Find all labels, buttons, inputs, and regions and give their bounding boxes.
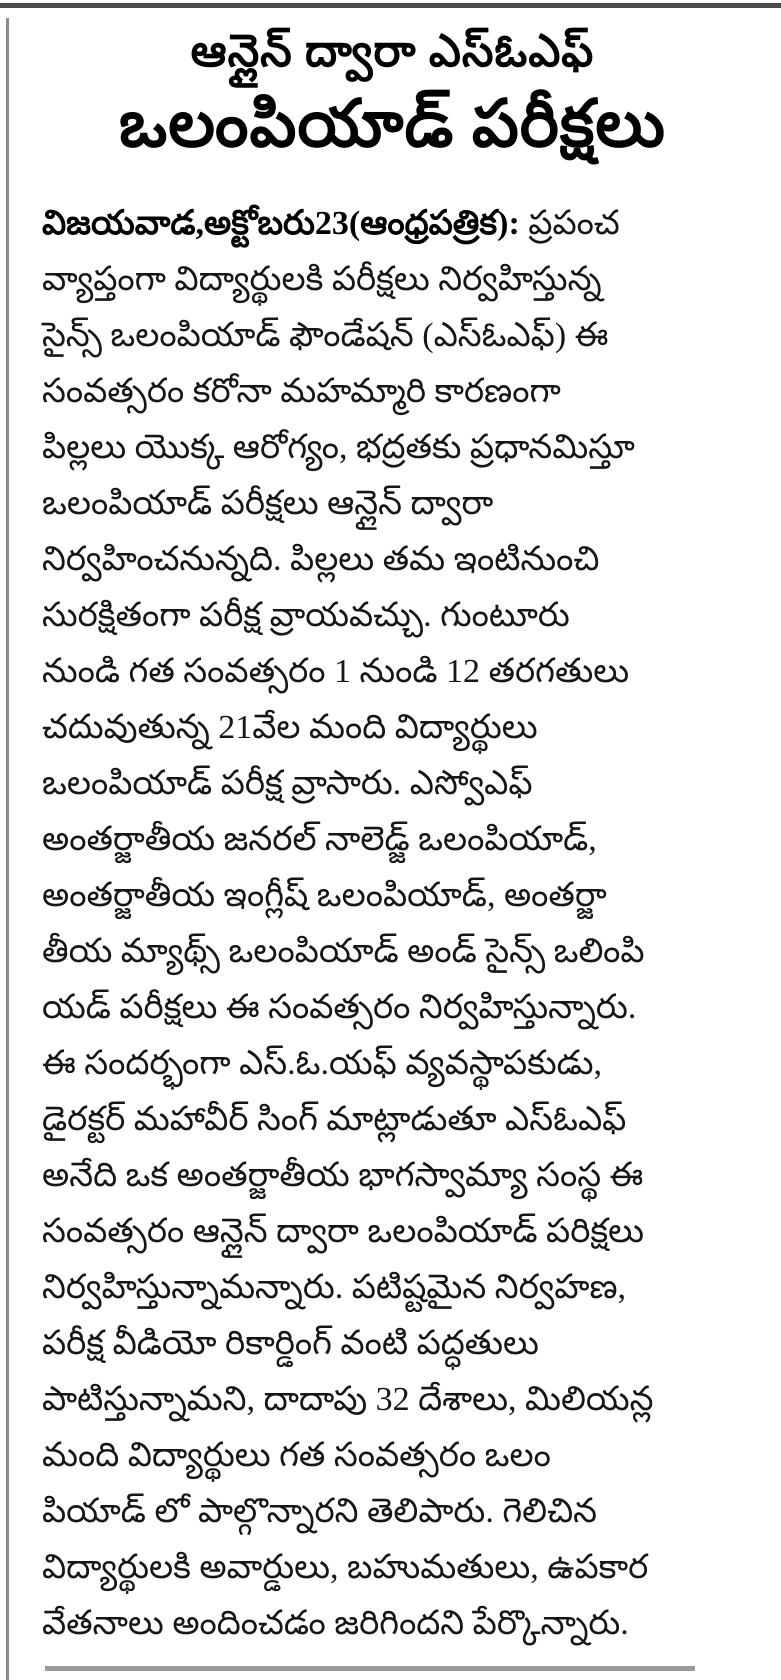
headline-block bbox=[40, 22, 745, 162]
article-line: విద్యార్థులకి అవార్డులు, బహుమతులు, ఉపకార bbox=[42, 1549, 649, 1586]
bottom-divider bbox=[45, 1666, 695, 1671]
article-line: నుండి గత సంవత్సరం 1 నుండి 12 తరగతులు bbox=[42, 653, 630, 690]
dateline: విజయవాడ,అక్టోబరు23(ఆంధ్రపత్రిక): bbox=[42, 205, 520, 242]
article-line: చదువుతున్న 21వేల మంది విద్యార్థులు bbox=[42, 709, 538, 746]
article-line: సురక్షితంగా పరీక్ష వ్రాయవచ్చు. గుంటూరు bbox=[42, 597, 570, 634]
article-line: పాటిస్తున్నామని, దాదాపు 32 దేశాలు, మిలియన్ల bbox=[42, 1381, 654, 1418]
article-line: అనేది ఒక అంతర్జాతీయ భాగస్వామ్యా సంస్థ ఈ bbox=[42, 1157, 644, 1194]
article-line: పరీక్ష వీడియో రికార్డింగ్ వంటి పద్ధతులు bbox=[42, 1325, 539, 1362]
article-line: డైరక్టర్ మహావీర్ సింగ్ మాట్లాడుతూ ఎస్ఓఎఫ్ bbox=[42, 1101, 627, 1138]
article-line: ఒలంపియాడ్ పరీక్ష వ్రాసారు. ఎస్వోఎఫ్ bbox=[42, 765, 533, 802]
top-divider bbox=[0, 3, 781, 8]
article-line: సంవత్సరం ఆన్లైన్ ద్వారా ఒలంపియాడ్ పరిక్షలు bbox=[42, 1213, 645, 1250]
article-line: పిల్లలు యొక్క ఆరోగ్యం, భద్రతకు ప్రధానమిస్తూ bbox=[42, 429, 635, 466]
article-line: యడ్ పరీక్షలు ఈ సంవత్సరం నిర్వహిస్తున్నారు. bbox=[42, 989, 637, 1026]
article-line: అంతర్జాతీయ జనరల్ నాలెడ్జ్ ఒలంపియాడ్, bbox=[42, 821, 597, 858]
article-line: నిర్వహిస్తున్నామన్నారు. పటిష్టమైన నిర్వహణ, bbox=[42, 1269, 627, 1306]
article-line: ఈ సందర్భంగా ఎస్.ఓ.యఫ్ వ్యవస్థాపకుడు, bbox=[42, 1045, 603, 1082]
article-body bbox=[42, 196, 742, 1652]
article-line: వేతనాలు అందించడం జరిగిందని పేర్కొన్నారు. bbox=[42, 1605, 629, 1642]
article-line: వ్యాప్తంగా విద్యార్థులకి పరీక్షలు నిర్వహిస్తున్న bbox=[42, 261, 602, 298]
article-line: సైన్స్ ఒలంపియాడ్ ఫౌండేషన్ (ఎస్ఓఎఫ్) ఈ bbox=[42, 317, 609, 354]
article-line: ఒలంపియాడ్ పరీక్షలు ఆన్లైన్ ద్వారా bbox=[42, 485, 494, 522]
article-line: తీయ మ్యాథ్స్ ఒలంపియాడ్ అండ్ సైన్స్ ఒలింపి bbox=[42, 933, 645, 970]
article-line: మంది విద్యార్థులు గత సంవత్సరం ఒలం bbox=[42, 1437, 551, 1474]
dateline-rest: ప్రపంచ bbox=[528, 205, 620, 242]
headline-kicker: ఆన్లైన్ ద్వారా ఎస్ఓఎఫ్ bbox=[190, 26, 595, 76]
article-line: అంతర్జాతీయ ఇంగ్లీష్ ఒలంపియాడ్, అంతర్జా bbox=[42, 877, 607, 914]
article-line: సంవత్సరం కరోనా మహమ్మారి కారణంగా bbox=[42, 373, 561, 410]
article-line: పియాడ్ లో పాల్గొన్నారని తెలిపారు. గెలిచిన bbox=[42, 1493, 597, 1530]
left-column-divider bbox=[6, 18, 9, 1680]
headline-main: ఒలంపియాడ్ పరీక్షలు bbox=[119, 87, 666, 161]
dateline-row bbox=[42, 196, 742, 252]
article-line: నిర్వహించనున్నది. పిల్లలు తమ ఇంటినుంచి bbox=[42, 541, 600, 578]
